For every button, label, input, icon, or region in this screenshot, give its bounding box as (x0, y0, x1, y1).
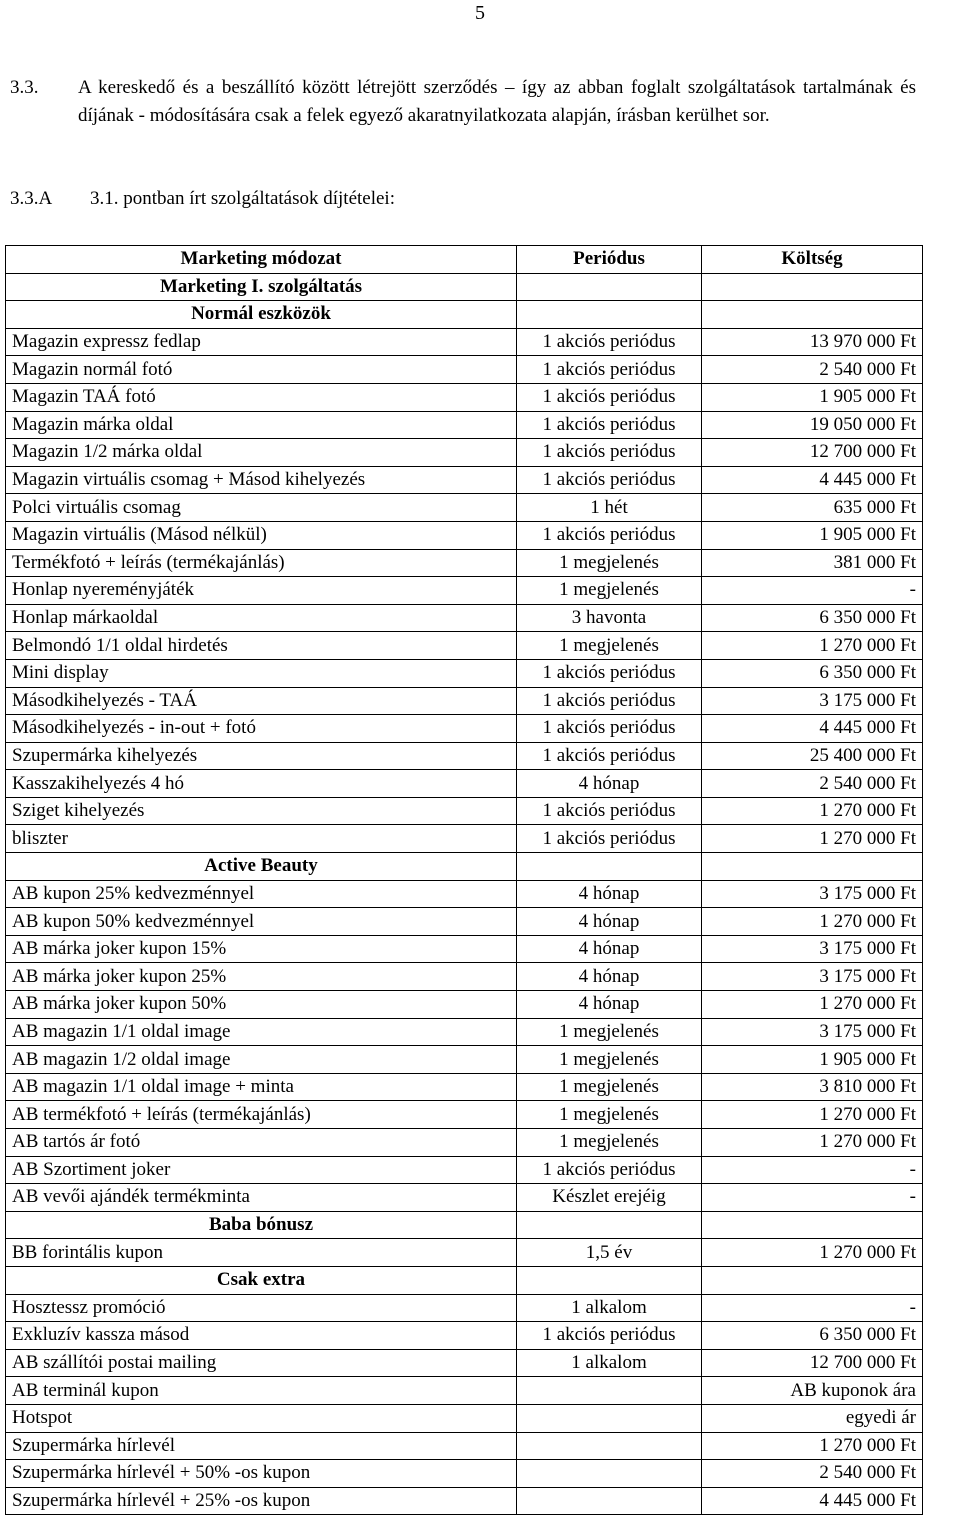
item-name: Szupermárka hírlevél (6, 1432, 517, 1460)
category-label: Marketing I. szolgáltatás (6, 273, 517, 301)
item-period: 1 megjelenés (517, 1046, 702, 1074)
page-number: 5 (475, 2, 485, 24)
item-cost: 2 540 000 Ft (702, 770, 923, 798)
table-row (6, 604, 923, 632)
item-period: 1 megjelenés (517, 632, 702, 660)
item-period: 1 akciós periódus (517, 411, 702, 439)
item-name: AB magazin 1/1 oldal image + minta (6, 1073, 517, 1101)
table-row (6, 1460, 923, 1488)
section-text: A kereskedő és a beszállító között létrejött szerződés – így az abban foglalt szolgáltatások tartalmának és díjának - módosítására csak a felek egyező akaratnyilatkozata alapján, írásban kerülhet sor. (78, 77, 916, 126)
item-name: AB termékfotó + leírás (termékajánlás) (6, 1101, 517, 1129)
table-row (6, 632, 923, 660)
item-period: 1 akciós periódus (517, 797, 702, 825)
item-name: Belmondó 1/1 oldal hirdetés (6, 632, 517, 660)
table-row (6, 1377, 923, 1405)
table-row (6, 521, 923, 549)
item-cost: 13 970 000 Ft (702, 328, 923, 356)
item-period: 1 akciós periódus (517, 439, 702, 467)
item-period: 1 akciós periódus (517, 742, 702, 770)
item-name: AB terminál kupon (6, 1377, 517, 1405)
category-row (6, 853, 923, 881)
item-cost: 1 270 000 Ft (702, 991, 923, 1019)
empty-cell (702, 1211, 923, 1239)
table-row (6, 1101, 923, 1129)
item-name: Magazin normál fotó (6, 356, 517, 384)
item-period: 1 megjelenés (517, 549, 702, 577)
item-period: 1 akciós periódus (517, 328, 702, 356)
item-cost: 12 700 000 Ft (702, 1349, 923, 1377)
item-cost: 6 350 000 Ft (702, 659, 923, 687)
table-header-row (6, 246, 923, 274)
category-row (6, 301, 923, 329)
item-period: Készlet erejéig (517, 1184, 702, 1212)
item-period: 1 akciós periódus (517, 383, 702, 411)
header-marketing-mode: Marketing módozat (6, 246, 517, 274)
table-row (6, 1129, 923, 1157)
item-cost: 4 445 000 Ft (702, 715, 923, 743)
table-row (6, 935, 923, 963)
item-name: Hotspot (6, 1404, 517, 1432)
subsection-text: 3.1. pontban írt szolgáltatások díjtételei: (90, 188, 395, 209)
item-cost: 3 175 000 Ft (702, 687, 923, 715)
table-row (6, 1487, 923, 1515)
item-period: 3 havonta (517, 604, 702, 632)
empty-cell (517, 853, 702, 881)
table-row (6, 1294, 923, 1322)
item-cost: 3 175 000 Ft (702, 880, 923, 908)
item-name: Honlap nyereményjáték (6, 577, 517, 605)
item-name: Szupermárka hírlevél + 25% -os kupon (6, 1487, 517, 1515)
item-name: AB kupon 25% kedvezménnyel (6, 880, 517, 908)
item-cost: 12 700 000 Ft (702, 439, 923, 467)
item-name: Szupermárka hírlevél + 50% -os kupon (6, 1460, 517, 1488)
table-row (6, 1432, 923, 1460)
section-paragraph (10, 74, 916, 130)
table-row (6, 659, 923, 687)
fee-table (5, 245, 923, 1515)
table-row (6, 991, 923, 1019)
item-cost: 1 905 000 Ft (702, 1046, 923, 1074)
item-cost: 3 175 000 Ft (702, 935, 923, 963)
table-row (6, 411, 923, 439)
item-name: Szupermárka kihelyezés (6, 742, 517, 770)
table-row (6, 1073, 923, 1101)
empty-cell (702, 1266, 923, 1294)
item-period: 1 akciós periódus (517, 356, 702, 384)
item-name: Magazin virtuális csomag + Másod kihelyezés (6, 466, 517, 494)
item-period: 4 hónap (517, 963, 702, 991)
item-period: 4 hónap (517, 935, 702, 963)
item-cost: 1 905 000 Ft (702, 521, 923, 549)
fee-table-body (6, 273, 923, 1515)
item-cost: 4 445 000 Ft (702, 466, 923, 494)
item-cost: 1 270 000 Ft (702, 632, 923, 660)
item-period: 1,5 év (517, 1239, 702, 1267)
item-cost: 635 000 Ft (702, 494, 923, 522)
item-cost: 1 270 000 Ft (702, 825, 923, 853)
item-period: 1 megjelenés (517, 1073, 702, 1101)
empty-cell (702, 273, 923, 301)
table-row (6, 687, 923, 715)
item-cost: AB kuponok ára (702, 1377, 923, 1405)
item-period: 1 akciós periódus (517, 1322, 702, 1350)
item-period: 1 alkalom (517, 1294, 702, 1322)
item-period (517, 1487, 702, 1515)
item-cost: egyedi ár (702, 1404, 923, 1432)
category-row (6, 1266, 923, 1294)
item-cost: - (702, 1184, 923, 1212)
item-name: Magazin expressz fedlap (6, 328, 517, 356)
table-row (6, 797, 923, 825)
item-name: Másodkihelyezés - TAÁ (6, 687, 517, 715)
subsection-heading (10, 188, 395, 210)
item-period: 4 hónap (517, 908, 702, 936)
table-row (6, 356, 923, 384)
item-cost: 1 270 000 Ft (702, 797, 923, 825)
empty-cell (702, 301, 923, 329)
table-row (6, 1404, 923, 1432)
item-name: Magazin virtuális (Másod nélkül) (6, 521, 517, 549)
item-name: Másodkihelyezés - in-out + fotó (6, 715, 517, 743)
table-row (6, 963, 923, 991)
item-name: AB Szortiment joker (6, 1156, 517, 1184)
header-period: Periódus (517, 246, 702, 274)
table-row (6, 494, 923, 522)
item-cost: 1 270 000 Ft (702, 1101, 923, 1129)
item-period: 1 akciós periódus (517, 715, 702, 743)
table-row (6, 328, 923, 356)
item-period: 1 megjelenés (517, 1129, 702, 1157)
item-cost: - (702, 1294, 923, 1322)
item-cost: 1 905 000 Ft (702, 383, 923, 411)
item-name: Exkluzív kassza másod (6, 1322, 517, 1350)
category-label: Csak extra (6, 1266, 517, 1294)
category-label: Active Beauty (6, 853, 517, 881)
table-row (6, 1349, 923, 1377)
empty-cell (517, 301, 702, 329)
item-name: AB márka joker kupon 25% (6, 963, 517, 991)
table-row (6, 825, 923, 853)
item-cost: 3 175 000 Ft (702, 963, 923, 991)
item-period: 1 akciós periódus (517, 825, 702, 853)
table-row (6, 742, 923, 770)
subsection-number: 3.3.A (10, 188, 53, 209)
item-period: 4 hónap (517, 770, 702, 798)
item-period (517, 1432, 702, 1460)
category-label: Baba bónusz (6, 1211, 517, 1239)
empty-cell (517, 1266, 702, 1294)
item-name: Sziget kihelyezés (6, 797, 517, 825)
item-cost: 1 270 000 Ft (702, 1239, 923, 1267)
item-cost: - (702, 577, 923, 605)
item-period: 1 akciós periódus (517, 687, 702, 715)
item-name: Kasszakihelyezés 4 hó (6, 770, 517, 798)
empty-cell (702, 853, 923, 881)
item-cost: 381 000 Ft (702, 549, 923, 577)
table-row (6, 466, 923, 494)
item-name: Magazin TAÁ fotó (6, 383, 517, 411)
table-row (6, 577, 923, 605)
item-name: BB forintális kupon (6, 1239, 517, 1267)
item-period (517, 1404, 702, 1432)
item-cost: 2 540 000 Ft (702, 1460, 923, 1488)
item-name: bliszter (6, 825, 517, 853)
item-name: AB kupon 50% kedvezménnyel (6, 908, 517, 936)
item-name: Magazin 1/2 márka oldal (6, 439, 517, 467)
section-number: 3.3. (10, 77, 39, 98)
table-row (6, 715, 923, 743)
item-cost: 4 445 000 Ft (702, 1487, 923, 1515)
table-row (6, 1239, 923, 1267)
item-period: 1 akciós periódus (517, 659, 702, 687)
item-name: AB szállítói postai mailing (6, 1349, 517, 1377)
table-row (6, 1018, 923, 1046)
item-period: 1 akciós periódus (517, 521, 702, 549)
item-name: Termékfotó + leírás (termékajánlás) (6, 549, 517, 577)
table-row (6, 383, 923, 411)
item-name: Honlap márkaoldal (6, 604, 517, 632)
item-cost: 6 350 000 Ft (702, 1322, 923, 1350)
item-name: AB márka joker kupon 15% (6, 935, 517, 963)
item-cost: 2 540 000 Ft (702, 356, 923, 384)
item-name: AB magazin 1/2 oldal image (6, 1046, 517, 1074)
item-cost: 3 810 000 Ft (702, 1073, 923, 1101)
category-row (6, 1211, 923, 1239)
item-cost: 1 270 000 Ft (702, 1432, 923, 1460)
item-period (517, 1460, 702, 1488)
item-cost: 6 350 000 Ft (702, 604, 923, 632)
item-cost: 1 270 000 Ft (702, 1129, 923, 1157)
category-label: Normál eszközök (6, 301, 517, 329)
item-period: 1 akciós periódus (517, 1156, 702, 1184)
item-period: 1 megjelenés (517, 1018, 702, 1046)
item-period: 1 megjelenés (517, 1101, 702, 1129)
empty-cell (517, 273, 702, 301)
item-name: Hosztessz promóció (6, 1294, 517, 1322)
item-period: 1 megjelenés (517, 577, 702, 605)
item-name: AB magazin 1/1 oldal image (6, 1018, 517, 1046)
table-row (6, 880, 923, 908)
item-cost: 19 050 000 Ft (702, 411, 923, 439)
item-name: Polci virtuális csomag (6, 494, 517, 522)
item-name: AB tartós ár fotó (6, 1129, 517, 1157)
item-period: 4 hónap (517, 991, 702, 1019)
item-cost: 1 270 000 Ft (702, 908, 923, 936)
table-row (6, 1184, 923, 1212)
item-name: Magazin márka oldal (6, 411, 517, 439)
item-period: 1 akciós periódus (517, 466, 702, 494)
table-row (6, 770, 923, 798)
item-period (517, 1377, 702, 1405)
table-row (6, 549, 923, 577)
table-row (6, 439, 923, 467)
item-period: 1 hét (517, 494, 702, 522)
header-cost: Költség (702, 246, 923, 274)
item-cost: - (702, 1156, 923, 1184)
item-period: 4 hónap (517, 880, 702, 908)
table-row (6, 1322, 923, 1350)
item-name: AB vevői ajándék termékminta (6, 1184, 517, 1212)
item-name: Mini display (6, 659, 517, 687)
table-row (6, 1156, 923, 1184)
item-cost: 25 400 000 Ft (702, 742, 923, 770)
item-period: 1 alkalom (517, 1349, 702, 1377)
table-row (6, 1046, 923, 1074)
category-row (6, 273, 923, 301)
empty-cell (517, 1211, 702, 1239)
item-name: AB márka joker kupon 50% (6, 991, 517, 1019)
table-row (6, 908, 923, 936)
item-cost: 3 175 000 Ft (702, 1018, 923, 1046)
